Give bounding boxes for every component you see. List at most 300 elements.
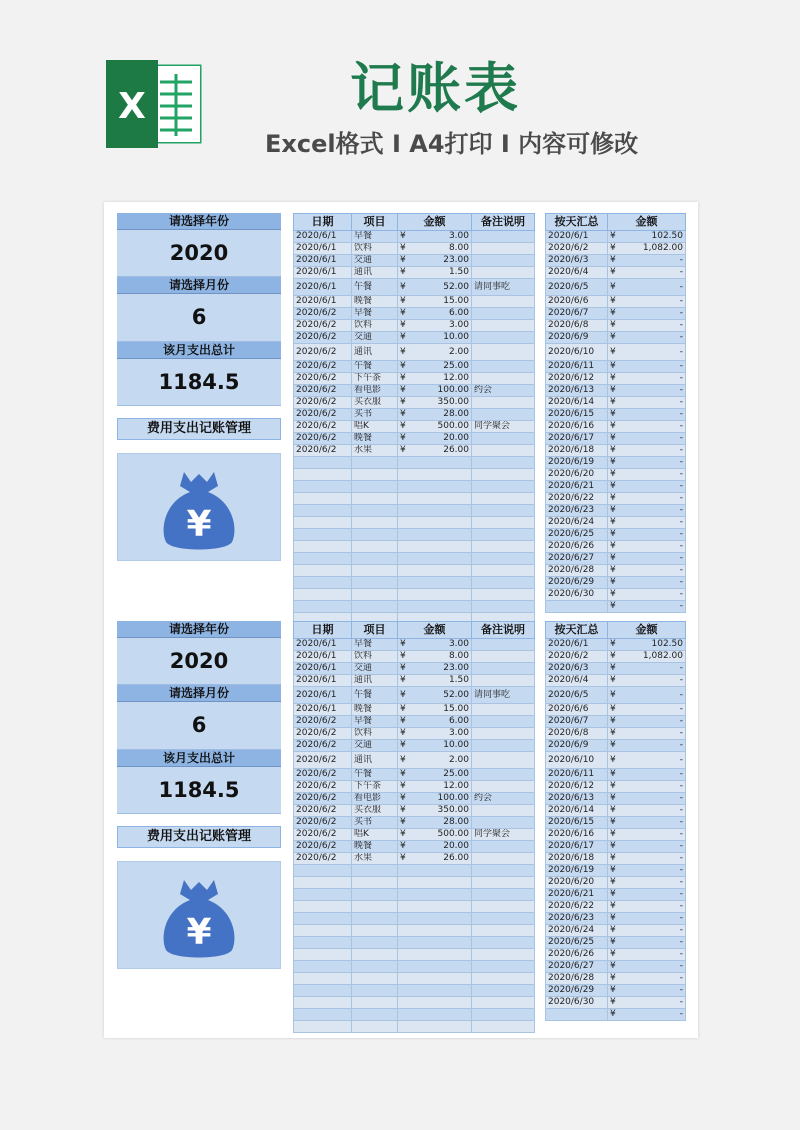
- item-cell[interactable]: 买书: [352, 409, 398, 421]
- empty-cell[interactable]: [294, 457, 352, 469]
- table-row[interactable]: [294, 469, 535, 481]
- table-row[interactable]: [546, 769, 686, 781]
- note-cell[interactable]: [472, 740, 535, 752]
- empty-cell[interactable]: [294, 589, 352, 601]
- summary-date-cell[interactable]: 2020/6/9: [546, 740, 608, 752]
- summary-amount-cell[interactable]: [608, 793, 686, 805]
- table-row[interactable]: [294, 445, 535, 457]
- table-row[interactable]: [546, 949, 686, 961]
- summary-amount-cell[interactable]: [608, 781, 686, 793]
- table-row[interactable]: [546, 704, 686, 716]
- empty-cell[interactable]: [472, 469, 535, 481]
- table-row[interactable]: [546, 421, 686, 433]
- empty-cell[interactable]: [294, 997, 352, 1009]
- empty-cell[interactable]: [472, 457, 535, 469]
- table-row[interactable]: [294, 601, 535, 613]
- summary-date-cell[interactable]: 2020/6/1: [546, 231, 608, 243]
- table-row[interactable]: [294, 997, 535, 1009]
- item-cell[interactable]: 通讯: [352, 344, 398, 361]
- summary-amount-cell[interactable]: [608, 985, 686, 997]
- table-row[interactable]: [546, 740, 686, 752]
- summary-amount-cell[interactable]: [608, 716, 686, 728]
- note-cell[interactable]: [472, 651, 535, 663]
- summary-date-cell[interactable]: 2020/6/25: [546, 529, 608, 541]
- amount-cell[interactable]: [398, 421, 472, 433]
- empty-cell[interactable]: [472, 1021, 535, 1033]
- table-row[interactable]: [546, 493, 686, 505]
- summary-amount-cell[interactable]: [608, 805, 686, 817]
- table-row[interactable]: [294, 704, 535, 716]
- item-cell[interactable]: 早餐: [352, 231, 398, 243]
- summary-date-cell[interactable]: 2020/6/21: [546, 481, 608, 493]
- empty-cell[interactable]: [294, 889, 352, 901]
- amount-cell[interactable]: [398, 716, 472, 728]
- table-row[interactable]: [546, 320, 686, 332]
- date-cell[interactable]: 2020/6/1: [294, 687, 352, 704]
- table-row[interactable]: [546, 997, 686, 1009]
- amount-cell[interactable]: [398, 243, 472, 255]
- summary-date-cell[interactable]: 2020/6/24: [546, 517, 608, 529]
- note-cell[interactable]: [472, 805, 535, 817]
- note-cell[interactable]: [472, 841, 535, 853]
- note-cell[interactable]: [472, 397, 535, 409]
- empty-cell[interactable]: [352, 913, 398, 925]
- table-row[interactable]: [294, 937, 535, 949]
- table-row[interactable]: [294, 728, 535, 740]
- date-cell[interactable]: 2020/6/1: [294, 231, 352, 243]
- table-row[interactable]: [294, 805, 535, 817]
- date-cell[interactable]: 2020/6/1: [294, 255, 352, 267]
- amount-cell[interactable]: [398, 397, 472, 409]
- empty-cell[interactable]: [352, 949, 398, 961]
- table-row[interactable]: [294, 829, 535, 841]
- summary-amount-cell[interactable]: [608, 421, 686, 433]
- summary-date-cell[interactable]: 2020/6/5: [546, 687, 608, 704]
- note-cell[interactable]: 请同事吃: [472, 279, 535, 296]
- date-cell[interactable]: 2020/6/2: [294, 433, 352, 445]
- empty-cell[interactable]: [398, 889, 472, 901]
- item-cell[interactable]: 下午茶: [352, 373, 398, 385]
- summary-date-cell[interactable]: 2020/6/12: [546, 373, 608, 385]
- note-cell[interactable]: [472, 716, 535, 728]
- month-select[interactable]: 6: [117, 702, 281, 750]
- summary-amount-cell[interactable]: [608, 589, 686, 601]
- empty-cell[interactable]: [352, 877, 398, 889]
- summary-date-cell[interactable]: 2020/6/18: [546, 853, 608, 865]
- empty-cell[interactable]: [398, 865, 472, 877]
- table-row[interactable]: [294, 589, 535, 601]
- summary-date-cell[interactable]: 2020/6/17: [546, 433, 608, 445]
- table-row[interactable]: [546, 243, 686, 255]
- date-cell[interactable]: 2020/6/2: [294, 829, 352, 841]
- item-cell[interactable]: 通讯: [352, 267, 398, 279]
- table-row[interactable]: [294, 675, 535, 687]
- item-cell[interactable]: 晚餐: [352, 841, 398, 853]
- table-row[interactable]: [546, 445, 686, 457]
- summary-date-cell[interactable]: 2020/6/13: [546, 385, 608, 397]
- summary-amount-cell[interactable]: [608, 505, 686, 517]
- item-cell[interactable]: 晚餐: [352, 296, 398, 308]
- table-row[interactable]: [546, 651, 686, 663]
- summary-date-cell[interactable]: 2020/6/2: [546, 651, 608, 663]
- amount-cell[interactable]: [398, 781, 472, 793]
- empty-cell[interactable]: [294, 577, 352, 589]
- empty-cell[interactable]: [472, 529, 535, 541]
- month-select[interactable]: 6: [117, 294, 281, 342]
- empty-cell[interactable]: [398, 565, 472, 577]
- table-row[interactable]: [546, 589, 686, 601]
- summary-amount-cell[interactable]: [608, 361, 686, 373]
- empty-cell[interactable]: [294, 481, 352, 493]
- table-row[interactable]: [294, 841, 535, 853]
- summary-amount-cell[interactable]: [608, 320, 686, 332]
- table-row[interactable]: [294, 296, 535, 308]
- amount-cell[interactable]: [398, 740, 472, 752]
- empty-cell[interactable]: [472, 901, 535, 913]
- table-row[interactable]: [294, 421, 535, 433]
- empty-cell[interactable]: [398, 541, 472, 553]
- table-row[interactable]: [546, 961, 686, 973]
- empty-cell[interactable]: [472, 493, 535, 505]
- empty-cell[interactable]: [352, 505, 398, 517]
- summary-date-cell[interactable]: 2020/6/17: [546, 841, 608, 853]
- summary-date-cell[interactable]: 2020/6/2: [546, 243, 608, 255]
- empty-cell[interactable]: [294, 877, 352, 889]
- summary-date-cell[interactable]: 2020/6/8: [546, 728, 608, 740]
- item-cell[interactable]: 交通: [352, 663, 398, 675]
- table-row[interactable]: [294, 332, 535, 344]
- empty-cell[interactable]: [398, 493, 472, 505]
- date-cell[interactable]: 2020/6/2: [294, 817, 352, 829]
- summary-date-cell[interactable]: 2020/6/3: [546, 255, 608, 267]
- item-cell[interactable]: 早餐: [352, 716, 398, 728]
- table-row[interactable]: [294, 925, 535, 937]
- empty-cell[interactable]: [352, 457, 398, 469]
- date-cell[interactable]: 2020/6/2: [294, 805, 352, 817]
- empty-cell[interactable]: [398, 1009, 472, 1021]
- item-cell[interactable]: 午餐: [352, 361, 398, 373]
- summary-amount-cell[interactable]: [608, 373, 686, 385]
- empty-cell[interactable]: [398, 481, 472, 493]
- empty-cell[interactable]: [398, 469, 472, 481]
- amount-cell[interactable]: [398, 296, 472, 308]
- empty-cell[interactable]: [398, 961, 472, 973]
- table-row[interactable]: [294, 639, 535, 651]
- table-row[interactable]: [294, 740, 535, 752]
- date-cell[interactable]: 2020/6/1: [294, 663, 352, 675]
- table-row[interactable]: [294, 949, 535, 961]
- empty-cell[interactable]: [472, 517, 535, 529]
- summary-date-cell[interactable]: 2020/6/12: [546, 781, 608, 793]
- amount-cell[interactable]: [398, 231, 472, 243]
- table-row[interactable]: [546, 817, 686, 829]
- empty-cell[interactable]: [352, 577, 398, 589]
- table-row[interactable]: [294, 752, 535, 769]
- date-cell[interactable]: 2020/6/2: [294, 320, 352, 332]
- table-row[interactable]: [546, 639, 686, 651]
- empty-cell[interactable]: [398, 457, 472, 469]
- summary-date-cell[interactable]: 2020/6/26: [546, 541, 608, 553]
- table-row[interactable]: [294, 553, 535, 565]
- summary-amount-cell[interactable]: [608, 577, 686, 589]
- table-row[interactable]: [546, 601, 686, 613]
- table-row[interactable]: [546, 937, 686, 949]
- table-row[interactable]: [546, 925, 686, 937]
- note-cell[interactable]: [472, 639, 535, 651]
- summary-amount-cell[interactable]: [608, 663, 686, 675]
- empty-cell[interactable]: [294, 913, 352, 925]
- summary-date-cell[interactable]: 2020/6/9: [546, 332, 608, 344]
- table-row[interactable]: [546, 728, 686, 740]
- table-row[interactable]: [546, 913, 686, 925]
- table-row[interactable]: [546, 373, 686, 385]
- table-row[interactable]: [294, 716, 535, 728]
- note-cell[interactable]: 约会: [472, 385, 535, 397]
- summary-amount-cell[interactable]: [608, 865, 686, 877]
- empty-cell[interactable]: [472, 961, 535, 973]
- summary-amount-cell[interactable]: [608, 740, 686, 752]
- summary-amount-cell[interactable]: [608, 481, 686, 493]
- summary-date-cell[interactable]: 2020/6/16: [546, 421, 608, 433]
- amount-cell[interactable]: [398, 663, 472, 675]
- summary-amount-cell[interactable]: [608, 704, 686, 716]
- note-cell[interactable]: [472, 728, 535, 740]
- empty-cell[interactable]: [294, 865, 352, 877]
- amount-cell[interactable]: [398, 829, 472, 841]
- table-row[interactable]: [294, 889, 535, 901]
- summary-amount-cell[interactable]: [608, 651, 686, 663]
- summary-amount-cell[interactable]: [608, 255, 686, 267]
- empty-cell[interactable]: [352, 493, 398, 505]
- note-cell[interactable]: [472, 433, 535, 445]
- amount-cell[interactable]: [398, 445, 472, 457]
- summary-amount-cell[interactable]: [608, 829, 686, 841]
- table-row[interactable]: [546, 397, 686, 409]
- empty-cell[interactable]: [352, 469, 398, 481]
- empty-cell[interactable]: [398, 517, 472, 529]
- empty-cell[interactable]: [398, 505, 472, 517]
- summary-amount-cell[interactable]: [608, 997, 686, 1009]
- item-cell[interactable]: 午餐: [352, 279, 398, 296]
- table-row[interactable]: [294, 1009, 535, 1021]
- empty-cell[interactable]: [472, 973, 535, 985]
- note-cell[interactable]: 请同事吃: [472, 687, 535, 704]
- amount-cell[interactable]: [398, 373, 472, 385]
- summary-date-cell[interactable]: 2020/6/29: [546, 577, 608, 589]
- empty-cell[interactable]: [398, 949, 472, 961]
- empty-cell[interactable]: [472, 505, 535, 517]
- table-row[interactable]: [546, 469, 686, 481]
- note-cell[interactable]: [472, 308, 535, 320]
- date-cell[interactable]: 2020/6/2: [294, 344, 352, 361]
- note-cell[interactable]: [472, 332, 535, 344]
- summary-amount-cell[interactable]: [608, 769, 686, 781]
- item-cell[interactable]: 唱K: [352, 421, 398, 433]
- date-cell[interactable]: 2020/6/1: [294, 704, 352, 716]
- summary-amount-cell[interactable]: [608, 913, 686, 925]
- summary-date-cell[interactable]: 2020/6/18: [546, 445, 608, 457]
- date-cell[interactable]: 2020/6/1: [294, 639, 352, 651]
- date-cell[interactable]: 2020/6/1: [294, 243, 352, 255]
- table-row[interactable]: [546, 505, 686, 517]
- empty-cell[interactable]: [352, 889, 398, 901]
- summary-date-cell[interactable]: 2020/6/27: [546, 553, 608, 565]
- summary-date-cell[interactable]: 2020/6/10: [546, 752, 608, 769]
- note-cell[interactable]: [472, 409, 535, 421]
- table-row[interactable]: [294, 793, 535, 805]
- table-row[interactable]: [294, 577, 535, 589]
- table-row[interactable]: [546, 877, 686, 889]
- summary-amount-cell[interactable]: [608, 409, 686, 421]
- empty-cell[interactable]: [352, 865, 398, 877]
- summary-date-cell[interactable]: 2020/6/14: [546, 397, 608, 409]
- summary-date-cell[interactable]: 2020/6/7: [546, 308, 608, 320]
- summary-amount-cell[interactable]: [608, 961, 686, 973]
- table-row[interactable]: [294, 913, 535, 925]
- table-row[interactable]: [294, 877, 535, 889]
- table-row[interactable]: [294, 901, 535, 913]
- empty-cell[interactable]: [398, 901, 472, 913]
- summary-amount-cell[interactable]: [608, 925, 686, 937]
- summary-date-cell[interactable]: 2020/6/13: [546, 793, 608, 805]
- table-row[interactable]: [546, 344, 686, 361]
- amount-cell[interactable]: [398, 320, 472, 332]
- empty-cell[interactable]: [472, 997, 535, 1009]
- empty-cell[interactable]: [352, 961, 398, 973]
- note-cell[interactable]: [472, 373, 535, 385]
- table-row[interactable]: [294, 973, 535, 985]
- summary-amount-cell[interactable]: [608, 517, 686, 529]
- table-row[interactable]: [546, 332, 686, 344]
- empty-cell[interactable]: [472, 589, 535, 601]
- summary-amount-cell[interactable]: [608, 728, 686, 740]
- table-row[interactable]: [294, 817, 535, 829]
- amount-cell[interactable]: [398, 279, 472, 296]
- summary-amount-cell[interactable]: [608, 267, 686, 279]
- summary-date-cell[interactable]: 2020/6/15: [546, 817, 608, 829]
- table-row[interactable]: [546, 675, 686, 687]
- table-row[interactable]: [546, 577, 686, 589]
- table-row[interactable]: [294, 687, 535, 704]
- item-cell[interactable]: 午餐: [352, 687, 398, 704]
- summary-amount-cell[interactable]: [608, 457, 686, 469]
- table-row[interactable]: [294, 255, 535, 267]
- empty-cell[interactable]: [352, 937, 398, 949]
- table-row[interactable]: [294, 433, 535, 445]
- table-row[interactable]: [294, 505, 535, 517]
- summary-amount-cell[interactable]: [608, 553, 686, 565]
- summary-date-cell[interactable]: 2020/6/23: [546, 505, 608, 517]
- summary-date-cell[interactable]: 2020/6/5: [546, 279, 608, 296]
- table-row[interactable]: [294, 565, 535, 577]
- summary-date-cell[interactable]: [546, 601, 608, 613]
- date-cell[interactable]: 2020/6/2: [294, 793, 352, 805]
- summary-amount-cell[interactable]: [608, 687, 686, 704]
- table-row[interactable]: [294, 409, 535, 421]
- summary-amount-cell[interactable]: [608, 901, 686, 913]
- empty-cell[interactable]: [294, 949, 352, 961]
- summary-amount-cell[interactable]: [608, 279, 686, 296]
- summary-date-cell[interactable]: 2020/6/27: [546, 961, 608, 973]
- summary-date-cell[interactable]: 2020/6/11: [546, 361, 608, 373]
- summary-date-cell[interactable]: 2020/6/28: [546, 565, 608, 577]
- table-row[interactable]: [294, 344, 535, 361]
- empty-cell[interactable]: [352, 925, 398, 937]
- item-cell[interactable]: 看电影: [352, 793, 398, 805]
- summary-amount-cell[interactable]: [608, 445, 686, 457]
- table-row[interactable]: [546, 889, 686, 901]
- summary-date-cell[interactable]: 2020/6/7: [546, 716, 608, 728]
- amount-cell[interactable]: [398, 675, 472, 687]
- summary-amount-cell[interactable]: [608, 973, 686, 985]
- summary-date-cell[interactable]: 2020/6/20: [546, 469, 608, 481]
- date-cell[interactable]: 2020/6/2: [294, 752, 352, 769]
- table-row[interactable]: [294, 320, 535, 332]
- empty-cell[interactable]: [294, 553, 352, 565]
- amount-cell[interactable]: [398, 817, 472, 829]
- table-row[interactable]: [546, 296, 686, 308]
- empty-cell[interactable]: [398, 1021, 472, 1033]
- empty-cell[interactable]: [472, 913, 535, 925]
- table-row[interactable]: [294, 961, 535, 973]
- date-cell[interactable]: 2020/6/2: [294, 445, 352, 457]
- summary-amount-cell[interactable]: [608, 469, 686, 481]
- date-cell[interactable]: 2020/6/2: [294, 332, 352, 344]
- note-cell[interactable]: [472, 320, 535, 332]
- table-row[interactable]: [294, 397, 535, 409]
- table-row[interactable]: [546, 663, 686, 675]
- empty-cell[interactable]: [352, 1021, 398, 1033]
- empty-cell[interactable]: [472, 877, 535, 889]
- empty-cell[interactable]: [294, 901, 352, 913]
- year-select[interactable]: 2020: [117, 230, 281, 277]
- table-row[interactable]: [294, 853, 535, 865]
- empty-cell[interactable]: [398, 925, 472, 937]
- item-cell[interactable]: 通讯: [352, 752, 398, 769]
- summary-date-cell[interactable]: 2020/6/23: [546, 913, 608, 925]
- summary-date-cell[interactable]: 2020/6/14: [546, 805, 608, 817]
- summary-date-cell[interactable]: 2020/6/8: [546, 320, 608, 332]
- empty-cell[interactable]: [472, 481, 535, 493]
- empty-cell[interactable]: [352, 553, 398, 565]
- table-row[interactable]: [546, 973, 686, 985]
- empty-cell[interactable]: [398, 877, 472, 889]
- empty-cell[interactable]: [352, 997, 398, 1009]
- summary-date-cell[interactable]: 2020/6/4: [546, 267, 608, 279]
- table-row[interactable]: [294, 663, 535, 675]
- summary-amount-cell[interactable]: [608, 397, 686, 409]
- item-cell[interactable]: 下午茶: [352, 781, 398, 793]
- table-row[interactable]: [294, 457, 535, 469]
- summary-date-cell[interactable]: 2020/6/30: [546, 589, 608, 601]
- empty-cell[interactable]: [472, 1009, 535, 1021]
- empty-cell[interactable]: [352, 601, 398, 613]
- empty-cell[interactable]: [398, 985, 472, 997]
- empty-cell[interactable]: [472, 925, 535, 937]
- item-cell[interactable]: 水果: [352, 853, 398, 865]
- table-row[interactable]: [546, 541, 686, 553]
- empty-cell[interactable]: [398, 937, 472, 949]
- item-cell[interactable]: 饮料: [352, 651, 398, 663]
- table-row[interactable]: [294, 1021, 535, 1033]
- empty-cell[interactable]: [352, 529, 398, 541]
- empty-cell[interactable]: [472, 565, 535, 577]
- date-cell[interactable]: 2020/6/2: [294, 361, 352, 373]
- summary-amount-cell[interactable]: [608, 675, 686, 687]
- summary-amount-cell[interactable]: [608, 493, 686, 505]
- summary-date-cell[interactable]: 2020/6/6: [546, 704, 608, 716]
- summary-date-cell[interactable]: 2020/6/3: [546, 663, 608, 675]
